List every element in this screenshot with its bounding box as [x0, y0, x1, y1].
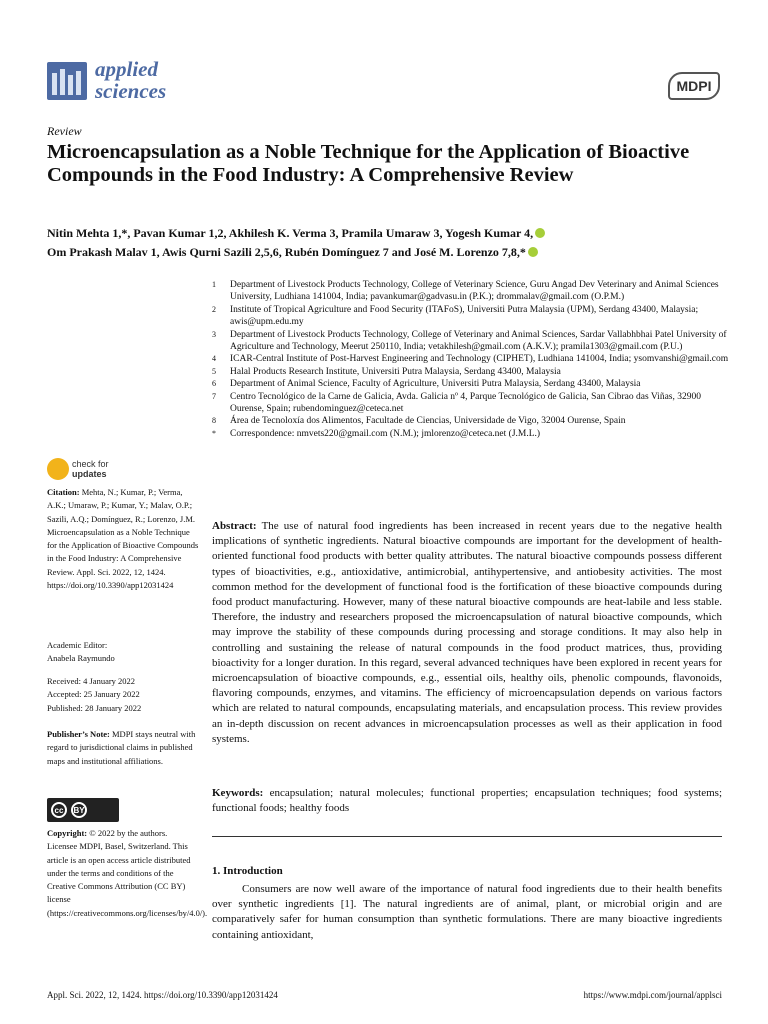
publication-dates: Received: 4 January 2022 Accepted: 25 January 2022 Published: 28 January 2022 — [47, 676, 142, 713]
affiliation-number: 5 — [212, 366, 216, 376]
article-type: Review — [47, 124, 82, 138]
introduction-text: Consumers are now well aware of the importance of natural food ingredients due to their health benefits over synthetic ingredients [1]. The natural ingredients are of animal, plant, or microbial origin and are comparatively safer for human consumption than synthetic formulations. There are many bioactive ingredients containing antioxidant, — [212, 883, 722, 941]
by-icon: BY — [71, 802, 87, 818]
affiliation-item — [212, 428, 732, 440]
affiliation-number: 6 — [212, 379, 216, 389]
mdpi-logo[interactable]: MDPI — [668, 72, 720, 100]
footer-journal-link[interactable]: https://www.mdpi.com/journal/applsci — [583, 990, 722, 1000]
check-for-updates-icon[interactable] — [47, 458, 69, 480]
affiliation-item — [212, 279, 732, 304]
affiliation-text: Department of Animal Science, Faculty of Agriculture, Universiti Putra Malaysia, Serdang 43400, Malaysia — [230, 379, 641, 390]
affiliation-item — [212, 353, 732, 365]
copyright: Copyright: © 2022 by the authors. Licensee MDPI, Basel, Switzerland. This article is an open access article distributed under the terms and conditions of the Creative Commons Attribution (CC BY) license (https://creativecommons.org/licenses/by/4.0/). — [47, 828, 208, 918]
affiliation-text: ICAR-Central Institute of Post-Harvest Engineering and Technology (CIPHET), Ludhiana 141004, India; ysomvanshi@gmail.com — [230, 354, 729, 365]
affiliation-number: 3 — [212, 329, 216, 339]
cc-icon: cc — [51, 802, 67, 818]
affiliation-item — [212, 391, 732, 416]
affiliation-number: * — [212, 428, 216, 438]
abstract: Abstract: The use of natural food ingredients has been increased in recent years due to the negative health implications of synthetic ingredients. Natural bioactive compounds are important for the development of health-oriented functional food products with better quality attributes. The natural bioactive compounds possess different types of bioactivities, e.g., antioxidative, antimicrobial, antihypertensive, and antiobesity activities. The most common method for the development of functional food is the fortification of these bioactive compounds during food product manufacturing. However, many of these natural bioactive compounds are heat-labile and less stable. Therefore, the industry and researchers proposed the microencapsulation of natural bioactive compounds, which may improve the stability of these compounds during processing and storage conditions. It may also help in controlling and sustaining the release of natural compounds in the food product matrices, thus, providing bioactivity for a longer duration. In this regard, several advanced techniques have been explored in recent years for microencapsulation of bioactive compounds, e.g., essential oils, healthy oils, phenolic compounds, flavonoids, flavoring compounds, enzymes, and vitamins. The efficiency of microencapsulation depends on various factors which are related to natural compounds, encapsulating materials, and encapsulation process. This review provides an in-depth discussion on recent advances in microencapsulation processes as well as their application in food systems. — [212, 520, 722, 745]
author-line-2: Om Prakash Malav 1, Awis Qurni Sazili 2,5,6, Rubén Domínguez 7 and José M. Lorenzo 7,8,* — [47, 243, 737, 262]
affiliation-number: 1 — [212, 280, 216, 289]
affiliation-text: Área de Tecnoloxía dos Alimentos, Facultade de Ciencias, Universidade de Vigo, 32004 Ourense, Spain — [230, 416, 626, 427]
journal-logo-icon — [47, 62, 87, 100]
affiliation-item — [212, 415, 732, 427]
affiliation-item — [212, 366, 732, 378]
section-divider — [212, 836, 722, 837]
cc-by-license-icon[interactable] — [47, 798, 119, 822]
author-list — [47, 224, 737, 262]
publishers-note: Publisher’s Note: MDPI stays neutral with regard to jurisdictional claims in published maps and institutional affiliations. — [47, 729, 196, 766]
citation: Citation: Mehta, N.; Kumar, P.; Verma, A.K.; Umaraw, P.; Kumar, Y.; Malav, O.P.; Sazili, A.Q.; Domínguez, R.; Lorenzo, J.M. Microencapsulation as a Noble Technique for the Application of Bioactive Compounds in the Food Industry: A Comprehensive Review. Appl. Sci. 2022, 12, 1424. https://doi.org/10.3390/app12031424 — [47, 487, 199, 591]
orcid-icon[interactable] — [528, 247, 538, 257]
affiliation-item — [212, 378, 732, 390]
orcid-icon[interactable] — [535, 228, 545, 238]
keywords: Keywords: encapsulation; natural molecules; functional properties; encapsulation techniques; food systems; functional foods; healthy foods — [212, 787, 722, 815]
affiliation-text: Department of Livestock Products Technology, College of Veterinary Science, Guru Angad Dev Veterinary and Animal Sciences University, Ludhiana 141004, India; pavankumar@gadvasu.in (P.K.); drommalav@gmail.com (O.P.M.) — [230, 280, 719, 303]
affiliation-number: 7 — [212, 391, 216, 401]
page-footer — [47, 990, 722, 1000]
affiliation-text: Correspondence: nmvets220@gmail.com (N.M.); jmlorenzo@ceteca.net (J.M.L.) — [230, 428, 541, 439]
section-heading: 1. Introduction — [212, 865, 283, 877]
check-for-updates[interactable]: check for updates — [72, 459, 109, 479]
affiliation-text: Institute of Tropical Agriculture and Food Security (ITAFoS), Universiti Putra Malaysia (UPM), Serdang 43400, Malaysia; awis@upm.edu.my — [230, 304, 699, 328]
journal-name: applied sciences — [95, 57, 167, 103]
author-line-1: Nitin Mehta 1,*, Pavan Kumar 1,2, Akhilesh K. Verma 3, Pramila Umaraw 3, Yogesh Kumar 4, — [47, 224, 737, 243]
affiliation-text: Centro Tecnológico de la Carne de Galicia, Avda. Galicia nº 4, Parque Tecnológico de Galicia, San Cibrao das Viñas, 32900 Ourense, Spain; rubendominguez@ceteca.net — [230, 391, 701, 415]
affiliation-item — [212, 304, 732, 329]
affiliation-number: 8 — [212, 416, 216, 426]
academic-editor: Academic Editor: Anabela Raymundo — [47, 640, 115, 664]
affiliation-item — [212, 329, 732, 354]
affiliation-text: Department of Livestock Products Technology, College of Veterinary and Animal Sciences, Sardar Vallabhbhai Patel University of Agriculture and Technology, Meerut 250110, India; vetakhilesh@gmail.com (A.K.V.); pramila1303@gmail.com (P.U.) — [230, 329, 727, 353]
affiliation-text: Halal Products Research Institute, Universiti Putra Malaysia, Serdang 43400, Malaysia — [230, 366, 561, 377]
affiliation-number: 4 — [212, 354, 216, 364]
affiliations — [212, 279, 732, 440]
footer-citation[interactable]: Appl. Sci. 2022, 12, 1424. https://doi.org/10.3390/app12031424 — [47, 990, 278, 1000]
affiliation-number: 2 — [212, 304, 216, 314]
article-title: Microencapsulation as a Noble Technique for the Application of Bioactive Compounds in the Food Industry: A Comprehensive Review — [47, 141, 690, 186]
